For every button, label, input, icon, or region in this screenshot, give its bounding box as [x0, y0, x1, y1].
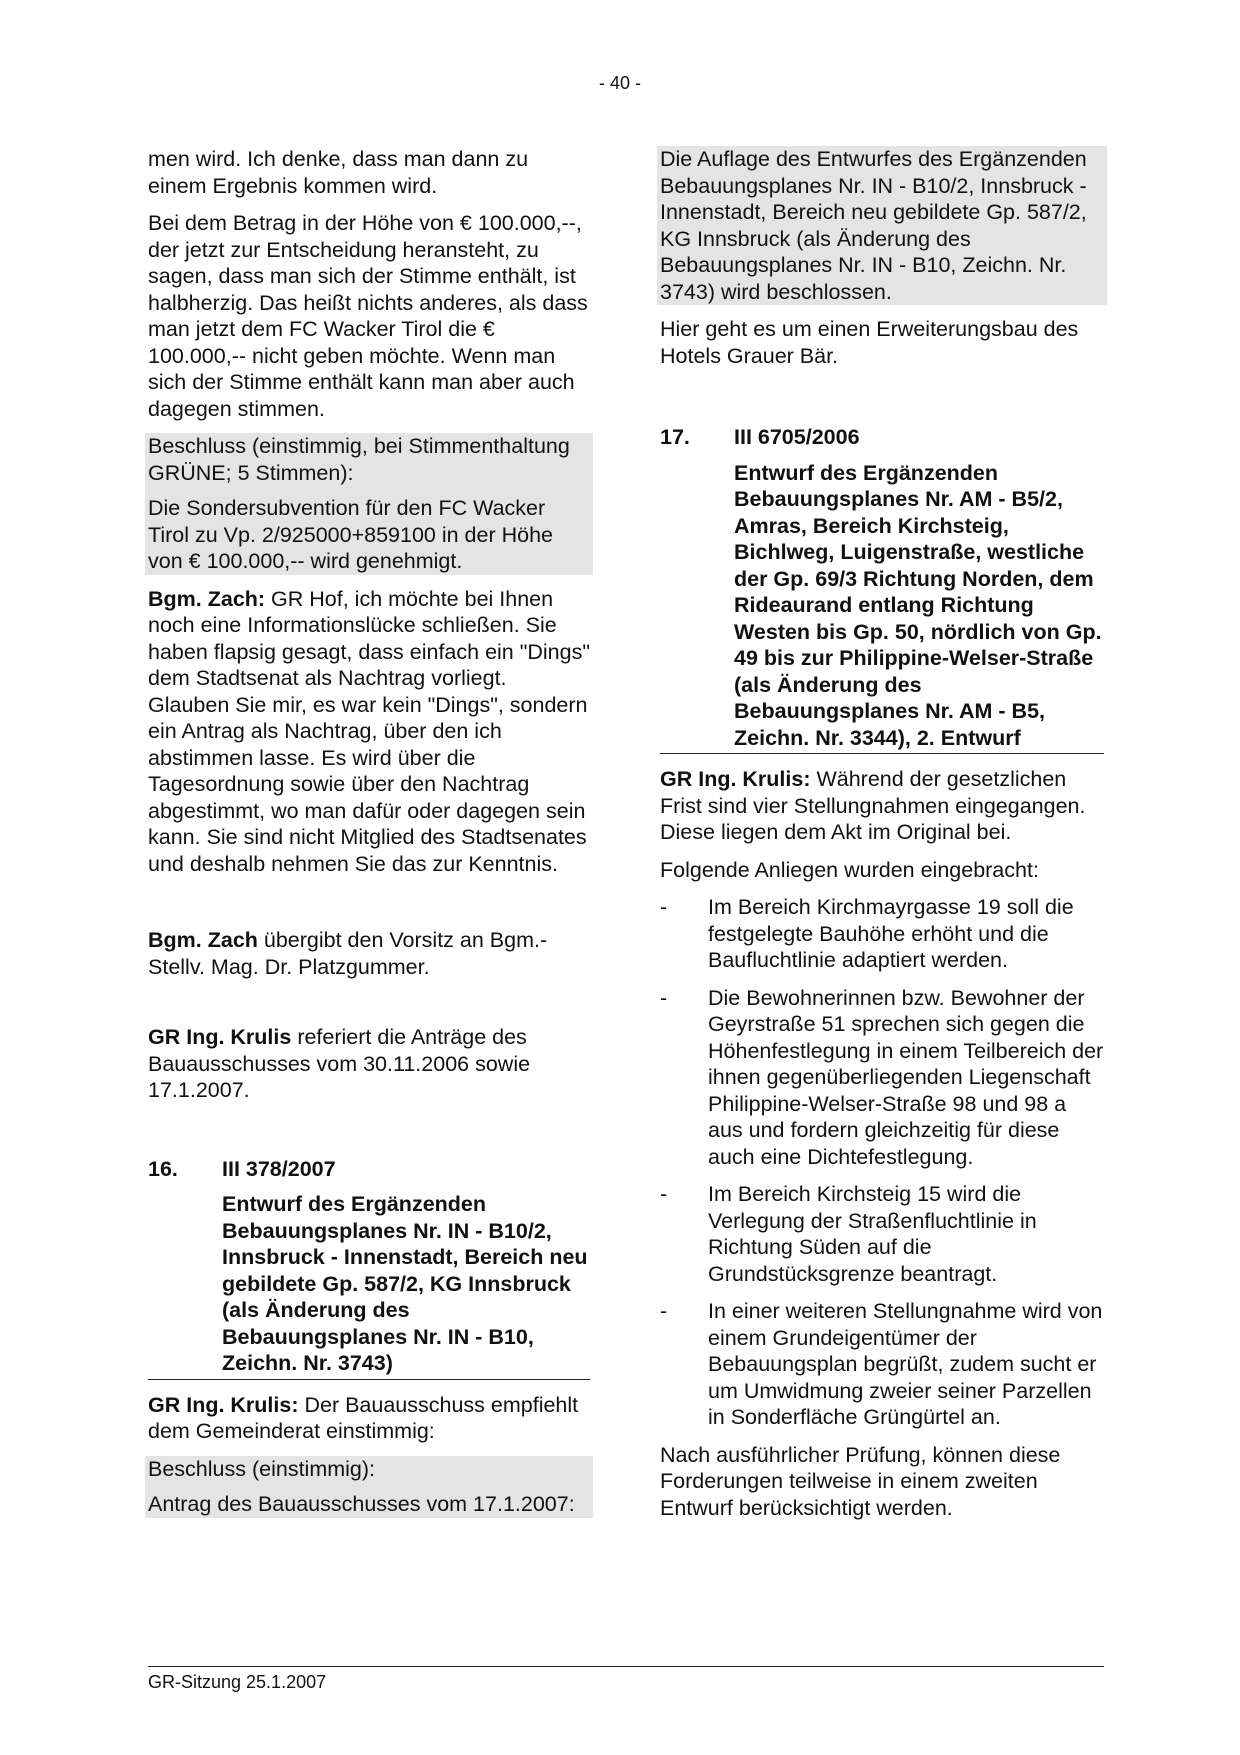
list-item [660, 985, 1104, 1171]
right-column [660, 146, 1104, 1532]
agenda-item-16 [148, 1156, 590, 1380]
paragraph: men wird. Ich denke, dass man dann zu einem Ergebnis kommen wird. [148, 147, 529, 198]
statement-text: übergibt den Vorsitz an Bgm.-Stellv. Mag. Dr. Platzgummer. [148, 928, 548, 979]
speaker-name: Bgm. Zach [148, 928, 258, 952]
item-title: Entwurf des Ergänzenden Bebauungsplanes Nr. IN - B10/2, Innsbruck - Innenstadt, Bereich neu gebildete Gp. 587/2, KG Innsbruck (als Änderung des Bebauungsplanes Nr. IN - B10, Zeichn. Nr. 3743) [222, 1192, 588, 1375]
footer-text: GR-Sitzung 25.1.2007 [148, 1672, 327, 1692]
resolution-heading: Beschluss (einstimmig): [148, 1456, 375, 1481]
left-column [148, 146, 590, 1518]
speech-text: GR Hof, ich möchte bei Ihnen noch eine Informationslücke schließen. Sie haben flapsig gesagt, dass einfach ein "Dings" dem Stadtsenat als Nachtrag vorliegt. Glauben Sie mir, es war kein "Dings", sondern ein Antrag als Nachtrag, über den ich abstimmen lasse. Es wird über die Tagesordnung sowie über den Nachtrag abgestimmt, wo man dafür oder dagegen sein kann. Sie sind nicht Mitglied des Stadtsenates und deshalb nehmen Sie das zur Kenntnis. [148, 586, 590, 876]
dash-marker: - [660, 985, 668, 1010]
speech-krulis [660, 766, 1104, 846]
paragraph: Folgende Anliegen wurden eingebracht: [660, 857, 1039, 882]
resolution-box [657, 146, 1107, 305]
agenda-item-17 [660, 424, 1104, 754]
list-item-text: In einer weiteren Stellungnahme wird von einem Grundeigentümer der Bebauungsplan begrüßt, zudem sucht er um Umwidmung zweier seiner Parzellen in Sonderfläche Grüngürtel an. [708, 1299, 1103, 1429]
dash-marker: - [660, 1299, 668, 1323]
item-reference: III 378/2007 [222, 1156, 336, 1181]
speaker-name: GR Ing. Krulis [148, 1025, 292, 1049]
paragraph: Hier geht es um einen Erweiterungsbau des Hotels Grauer Bär. [660, 317, 1079, 368]
resolution-text: Die Sondersubvention für den FC Wacker Tirol zu Vp. 2/925000+859100 in der Höhe von € 100.000,-- wird genehmigt. [148, 496, 554, 573]
item-number: 16. [148, 1156, 178, 1181]
speech-krulis [148, 1392, 590, 1445]
chair-handover [148, 927, 590, 980]
item-reference: III 6705/2006 [734, 425, 860, 449]
footer-divider [148, 1666, 1104, 1667]
divider [660, 753, 1104, 754]
list-item [660, 1181, 1104, 1287]
paragraph: Nach ausführlicher Prüfung, können diese Forderungen teilweise in einem zweiten Entwurf berücksichtigt werden. [660, 1442, 1061, 1520]
resolution-box [145, 1456, 593, 1518]
page-number: - 40 - [598, 73, 641, 93]
speech-text: Der Bauausschuss empfiehlt dem Gemeinderat einstimmig: [148, 1392, 579, 1443]
list-item-text: Im Bereich Kirchmayrgasse 19 soll die festgelegte Bauhöhe erhöht und die Baufluchtlinie adaptiert werden. [708, 895, 1074, 972]
speaker-name: GR Ing. Krulis: [660, 767, 811, 791]
resolution-heading: Beschluss (einstimmig, bei Stimmenthaltung GRÜNE; 5 Stimmen): [148, 434, 570, 485]
resolution-text: Die Auflage des Entwurfes des Ergänzenden Bebauungsplanes Nr. IN - B10/2, Innsbruck - Innenstadt, Bereich neu gebildete Gp. 587/2, KG Innsbruck (als Änderung des Bebauungsplanes Nr. IN - B10, Zeichn. Nr. 3743) wird beschlossen. [660, 147, 1087, 304]
divider [148, 1379, 590, 1380]
speaker-name: Bgm. Zach: [148, 586, 266, 611]
agenda-item-head [148, 1156, 590, 1183]
speech-zach [148, 586, 590, 878]
speaker-name: GR Ing. Krulis: [148, 1392, 299, 1417]
speech-text: Während der gesetzlichen Frist sind vier Stellungnahmen eingegangen. Diese liegen dem Akt im Original bei. [660, 767, 1086, 844]
paragraph: Bei dem Betrag in der Höhe von € 100.000,--, der jetzt zur Entscheidung heransteht, zu sagen, dass man sich der Stimme enthält, ist halbherzig. Das heißt nichts anderes, als dass man jetzt dem FC Wacker Tirol die € 100.000,-- nicht geben möchte. Wenn man sich der Stimme enthält kann man aber auch dagegen stimmen. [148, 211, 588, 421]
list-item [660, 1298, 1104, 1431]
dash-marker: - [660, 1182, 668, 1206]
item-title: Entwurf des Ergänzenden Bebauungsplanes Nr. AM - B5/2, Amras, Bereich Kirchsteig, Bichlweg, Luigenstraße, westliche der Gp. 69/3 Richtung Norden, dem Rideaurand entlang Richtung Westen bis Gp. 50, nördlich von Gp. 49 bis zur Philippine-Welser-Straße (als Änderung des Bebauungsplanes Nr. AM - B5, Zeichn. Nr. 3344), 2. Entwurf [734, 460, 1102, 750]
list-item-text: Im Bereich Kirchsteig 15 wird die Verlegung der Straßenfluchtlinie in Richtung Süden auf die Grundstücksgrenze beantragt. [708, 1182, 1037, 1286]
list-item [660, 894, 1104, 974]
statement-text: referiert die Anträge des Bauausschusses vom 30.11.2006 sowie 17.1.2007. [148, 1025, 531, 1102]
agenda-item-head [660, 424, 1104, 451]
dash-marker: - [660, 895, 668, 919]
item-number: 17. [660, 425, 690, 449]
report-krulis [148, 1024, 590, 1104]
resolution-text: Antrag des Bauausschusses vom 17.1.2007: [148, 1492, 575, 1516]
resolution-box [145, 433, 593, 575]
list-item-text: Die Bewohnerinnen bzw. Bewohner der Geyrstraße 51 sprechen sich gegen die Höhenfestlegung in einem Teilbereich der ihnen gegenüberliegenden Liegenschaft Philippine-Welser-Straße 98 und 98 a aus und fordern gleichzeitig für diese auch eine Dichtefestlegung. [708, 985, 1104, 1169]
